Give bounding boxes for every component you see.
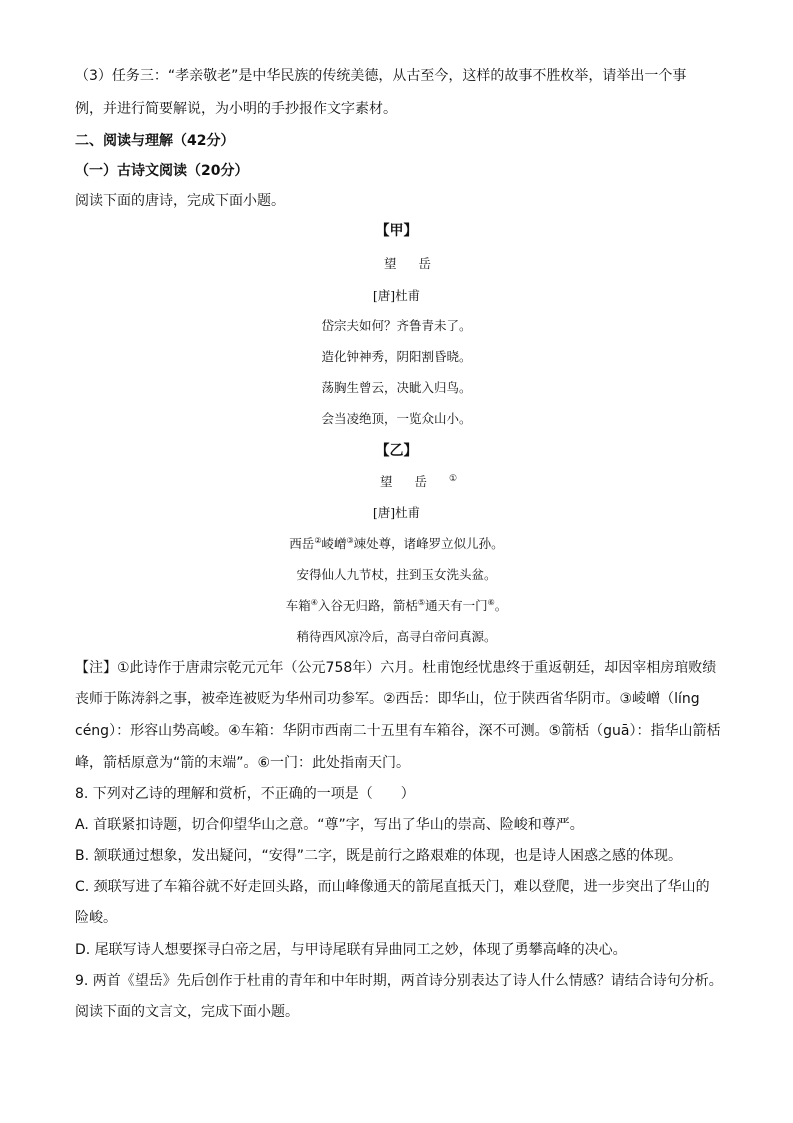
poem-jia-line-3: 荡胸生曾云，决眦入归鸟。 (321, 380, 472, 395)
question-8-option-b: B. 颔联通过想象，发出疑问，“安得”二字，既是前行之路艰难的体现，也是诗人困惑之感的体现。 (75, 848, 683, 864)
notes-line-1: 【注】①此诗作于唐肃宗乾元元年（公元758年）六月。杜甫饱经忧患终于重返朝廷，却因宰相房琯败绩 (75, 660, 717, 676)
poem-jia-line-4: 会当凌绝顶，一览众山小。 (321, 411, 472, 426)
poem-yi-author: [唐]杜甫 (372, 505, 421, 520)
footnote-marker: ③ (346, 535, 354, 545)
poem-yi-line-2: 安得仙人九节杖，拄到玉女洗头盆。 (296, 567, 497, 582)
sub-section-heading: （一）古诗文阅读（20分） (75, 163, 249, 179)
poem-yi-title-row (0, 473, 793, 491)
poem-jia-author: [唐]杜甫 (372, 288, 421, 303)
text-segment: 竦处尊，诸峰罗立似儿孙。 (353, 536, 504, 551)
section-heading: 二、阅读与理解（42分） (75, 133, 235, 149)
question-9-stem: 9. 两首《望岳》先后创作于杜甫的青年和中年时期，两首诗分别表达了诗人什么情感？请结合诗句分析。 (75, 973, 723, 989)
text-segment: 崚嶒 (321, 536, 347, 551)
text-segment: 。 (494, 598, 508, 613)
poem-yi-line-1 (0, 535, 793, 553)
classical-reading-intro: 阅读下面的文言文，完成下面小题。 (75, 1004, 299, 1020)
poem-jia-line-1: 岱宗夫如何？齐鲁青未了。 (321, 318, 472, 333)
question-8-stem: 8. 下列对乙诗的理解和赏析，不正确的一项是（ ） (75, 786, 415, 802)
poem-jia-title: 望岳 (383, 256, 453, 271)
question-8-option-d: D. 尾联写诗人想要探寻白帝之居，与甲诗尾联有异曲同工之妙，体现了勇攀高峰的决心。 (75, 942, 627, 958)
text-segment: 入谷无归路，箭栝 (317, 598, 418, 613)
footnote-marker: ① (448, 473, 458, 484)
poem-jia-line-2: 造化钟神秀，阴阳割昏晓。 (321, 349, 472, 364)
text-segment: 车箱 (285, 598, 311, 613)
task3-line1: （3）任务三：“孝亲敬老”是中华民族的传统美德，从古至今，这样的故事不胜枚举，请举出一个事 (75, 68, 687, 84)
footnote-marker: ⑥ (487, 597, 495, 607)
footnote-marker: ④ (310, 597, 318, 607)
reading-intro: 阅读下面的唐诗，完成下面小题。 (75, 193, 285, 209)
poem-yi-mark: 【乙】 (375, 443, 418, 459)
question-8-option-a: A. 首联紧扣诗题，切合仰望华山之意。“尊”字，写出了华山的崇高、险峻和尊严。 (75, 817, 584, 833)
footnote-marker: ⑤ (417, 597, 426, 607)
notes-line-2: 丧师于陈涛斜之事，被牵连被贬为华州司功参军。②西岳：即华山，位于陕西省华阴市。③崚嶒（líng (75, 691, 700, 707)
question-8-option-c-line1: C. 颈联写进了车箱谷就不好走回头路，而山峰像通天的箭尾直抵天门，难以登爬，进一步突出了华山的 (75, 879, 710, 895)
poem-jia-mark: 【甲】 (375, 223, 418, 239)
footnote-marker: ② (314, 535, 322, 545)
task3-line2: 例，并进行简要解说，为小明的手抄报作文字素材。 (75, 101, 397, 117)
notes-line-4: 峰，箭栝原意为“箭的末端”。⑥一门：此处指南天门。 (75, 755, 411, 771)
text-segment: 西岳 (289, 536, 315, 551)
poem-yi-line-3 (0, 597, 793, 615)
question-8-option-c-line2: 险峻。 (75, 910, 117, 926)
notes-line-3: céng）：形容山势高峻。④车箱：华阴市西南二十五里有车箱谷，深不可测。⑤箭栝（guā）：指华山箭栝 (75, 723, 721, 739)
text-segment: 通天有一门 (425, 598, 488, 613)
poem-yi-title: 望岳 (379, 474, 449, 489)
poem-yi-line-4: 稍待西风凉冷后，高寻白帝问真源。 (296, 629, 497, 644)
